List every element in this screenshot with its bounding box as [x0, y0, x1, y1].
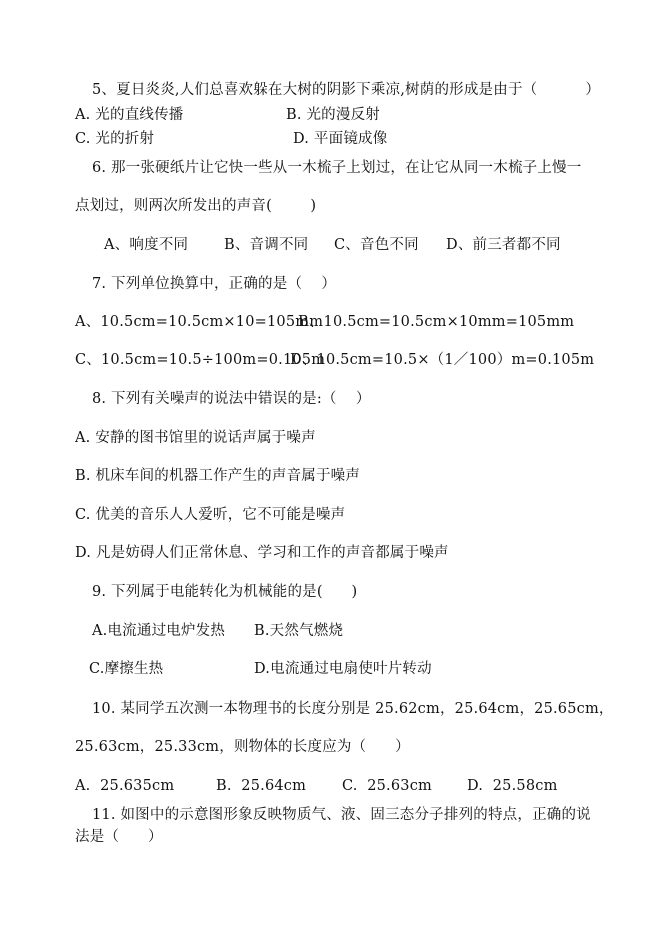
q8-stem: 8. 下列有关噪声的说法中错误的是:（ ） — [92, 391, 371, 407]
q7-option-b: B、10.5cm=10.5cm×10mm=105mm — [298, 314, 575, 330]
q8-option-d: D. 凡是妨碍人们正常休息、学习和工作的声音都属于噪声 — [75, 545, 449, 561]
q7-option-c: C、10.5cm=10.5÷100m=0.105m — [75, 352, 326, 368]
q6-option-b: B、音调不同 — [224, 237, 309, 253]
q11-stem-line2: 法是（ ） — [75, 829, 163, 845]
q6-option-d: D、前三者都不同 — [446, 237, 561, 253]
q10-stem-line1: 10. 某同学五次测一本物理书的长度分别是 25.62cm，25.64cm，25.65cm， — [92, 701, 614, 717]
q11-stem-line1: 11. 如图中的示意图形象反映物质气、液、固三态分子排列的特点，正确的说 — [92, 807, 591, 823]
q8-option-a: A. 安静的图书馆里的说话声属于噪声 — [75, 430, 316, 446]
q5-stem: 5、夏日炎炎,人们总喜欢躲在大树的阴影下乘凉,树荫的形成是由于（ ） — [92, 82, 601, 98]
q6-stem-line2: 点划过，则两次所发出的声音( ) — [75, 198, 317, 214]
q9-option-b: B.天然气燃烧 — [254, 623, 344, 639]
q7-option-d: D、10.5cm=10.5×（1／100）m=0.105m — [290, 352, 595, 368]
q9-option-d: D.电流通过电扇使叶片转动 — [254, 661, 432, 677]
q10-option-c: C. 25.63cm — [342, 778, 432, 794]
q8-option-b: B. 机床车间的机器工作产生的声音属于噪声 — [75, 468, 361, 484]
q10-stem-line2: 25.63cm，25.33cm，则物体的长度应为（ ） — [75, 739, 410, 755]
q5-option-b: B. 光的漫反射 — [286, 107, 380, 123]
q9-option-c: C.摩擦生热 — [89, 661, 164, 677]
q5-option-d: D. 平面镜成像 — [293, 131, 388, 147]
q9-stem: 9. 下列属于电能转化为机械能的是( ) — [92, 584, 358, 600]
q8-option-c: C. 优美的音乐人人爱听，它不可能是噪声 — [75, 507, 346, 523]
q6-option-a: A、响度不同 — [104, 237, 189, 253]
q6-option-c: C、音色不同 — [334, 237, 419, 253]
q6-stem-line1: 6. 那一张硬纸片让它快一些从一木梳子上划过，在让它从同一木梳子上慢一 — [92, 160, 582, 176]
q5-option-a: A. 光的直线传播 — [75, 107, 184, 123]
q10-option-d: D. 25.58cm — [467, 778, 558, 794]
q7-stem: 7. 下列单位换算中，正确的是（ ） — [92, 276, 337, 292]
q10-option-b: B. 25.64cm — [216, 778, 307, 794]
q9-option-a: A.电流通过电炉发热 — [92, 623, 226, 639]
q10-option-a: A. 25.635cm — [75, 778, 175, 794]
q7-option-a: A、10.5cm=10.5cm×10=105mm — [75, 314, 324, 330]
q5-option-c: C. 光的折射 — [75, 131, 155, 147]
